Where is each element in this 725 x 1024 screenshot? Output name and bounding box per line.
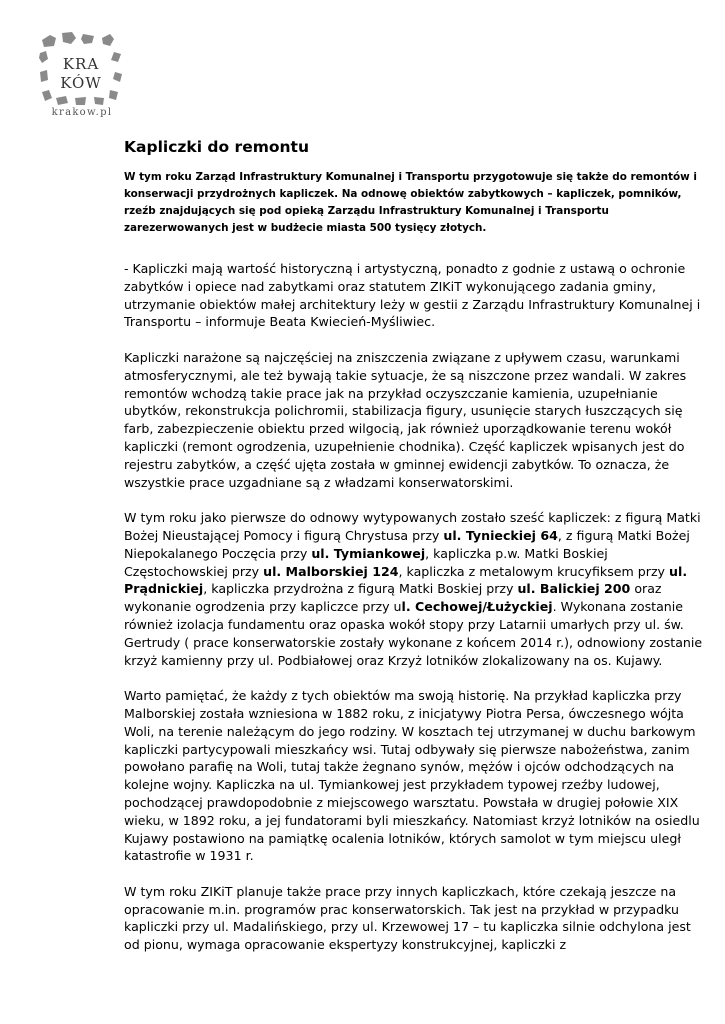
paragraph-other-chapels: W tym roku ZIKiT planuje także prace przy innych kapliczkach, które czekają jeszcze na opracowanie m.in. programów prac konserwatorskich. Tak jest na przykład w przypadku kapliczki przy ul. Madalińskiego, przy ul. Krzewowej 17 – tu kapliczka silnie odchylona jest od pionu, wymaga opracowanie ekspertyzy konstrukcyjnej, kapliczki z (124, 883, 691, 953)
text-run: . Wykonana zostanie również izolacja fundamentu oraz opaska wokół stopy przy Latarnii umarłych przy ul. św. Gertrudy ( prace konserwatorskie zostały wykonane z końcem 2014 r.), odnowiony zostanie krzyż kamienny przy ul. Podbiałowej oraz Krzyż lotników zlokalizowany na os. Kujawy. (124, 599, 703, 668)
address-balicka: ul. Balickiej 200 (517, 581, 631, 597)
address-cechowa: l. Cechowej/Łużyckiej (401, 599, 553, 615)
text-run: , z figurą Matki Bożej Niepokalanego Poczęcia przy (124, 527, 690, 561)
paragraph-history: Warto pamiętać, że każdy z tych obiektów ma swoją historię. Na przykład kapliczka przy Malborskiej została wzniesiona w 1882 roku, z inicjatywy Piotra Persa, ówczesnego wójta Woli, na terenie należącym do jego rodziny. W kosztach tej utrzymanej w duchu barkowym kapliczki partycypowali mieszkańcy wsi. Tutaj odbywały się pierwsze nabożeństwa, zanim powołano parafię na Woli, tutaj także żegnano synów, mężów i ojców odchodzących na kolejne wojny. Kapliczka na ul. Tymiankowej jest przykładem typowej rzeźby ludowej, pochodzącej prawdopodobnie z miejscowego warsztatu. Powstała w drugiej połowie XIX wieku, w 1892 roku, a jej fundatorami byli mieszkańcy. Natomiast krzyż lotników na osiedlu Kujawy postawiono na pamiątkę ocalenia lotników, których samolot w tym miejscu uległ katastrofie w 1931 r. (124, 688, 700, 864)
address-pradnicka: ul. Prądnickiej (124, 563, 688, 597)
logo-text-line1: KRA (62, 55, 100, 73)
address-tyniecka: ul. Tynieckiej 64 (443, 527, 558, 543)
article-title: Kapliczki do remontu (124, 138, 309, 156)
paragraph-quote: - Kapliczki mają wartość historyczną i artystyczną, ponadto z godnie z ustawą o ochronie zabytków i opiece nad zabytkami oraz statutem ZIKiT wykonującego zadania gminy, utrzymanie obiektów małej architektury leży w gestii z Zarządu Infrastruktury Komunalnej i Transportu – informuje Beata Kwiecień-Myśliwiec. (124, 261, 701, 330)
text-run: , kapliczka p.w. Matki Boskiej Częstochowskiej przy (124, 545, 608, 579)
text-run: oraz wykonanie ogrodzenia przy kapliczce przy u (124, 581, 662, 615)
text-run: , kapliczka przydrożna z figurą Matki Boskiej przy (203, 581, 518, 597)
address-tymiankowa: ul. Tymiankowej (311, 545, 426, 561)
text-run: , kapliczka z metalowym krucyfiksem przy (398, 563, 670, 579)
text-run: W tym roku jako pierwsze do odnowy wytypowanych zostało sześć kapliczek: z figurą Matki Bożej Nieustającej Pomocy i figurą Chrystusa przy (124, 510, 701, 543)
paragraph-damage: Kapliczki narażone są najczęściej na zniszczenia związane z upływem czasu, warunkami atmosferycznymi, ale też bywają takie sytuacje, że są niszczone przez wandali. W zakres remontów wchodzą takie prace jak na przykład oczyszczanie kamienia, uzupełnianie ubytków, rekonstrukcja polichromii, stabilizacja figury, usunięcie starych łuszczących się farb, zabezpieczenie obiektu przed wilgocią, jak również uporządkowanie terenu wokół kapliczki (remont ogrodzenia, uzupełnienie chodnika). Część kapliczek wpisanych jest do rejestru zabytków, a część ujęta została w gminnej ewidencji zabytków. To oznacza, że wszystkie prace uzgadniane są z władzami konserwatorskimi. (124, 349, 687, 490)
address-malborska: ul. Malborskiej 124 (263, 563, 399, 579)
article (124, 138, 709, 954)
logo-text-line2: KÓW (60, 74, 102, 92)
article-lead: W tym roku Zarząd Infrastruktury Komunalnej i Transportu przygotowuje się także do remontów i konserwacji przydrożnych kapliczek. Na odnowę obiektów zabytkowych – kapliczek, pomników, rzeźb znajdujących się pod opieką Zarządu Infrastruktury Komunalnej i Transportu zarezerwowanych jest w budżecie miasta 500 tysięcy złotych. (124, 171, 697, 234)
logo-caption: krakow.pl (51, 107, 113, 118)
paragraph-chapels-list (124, 509, 709, 669)
